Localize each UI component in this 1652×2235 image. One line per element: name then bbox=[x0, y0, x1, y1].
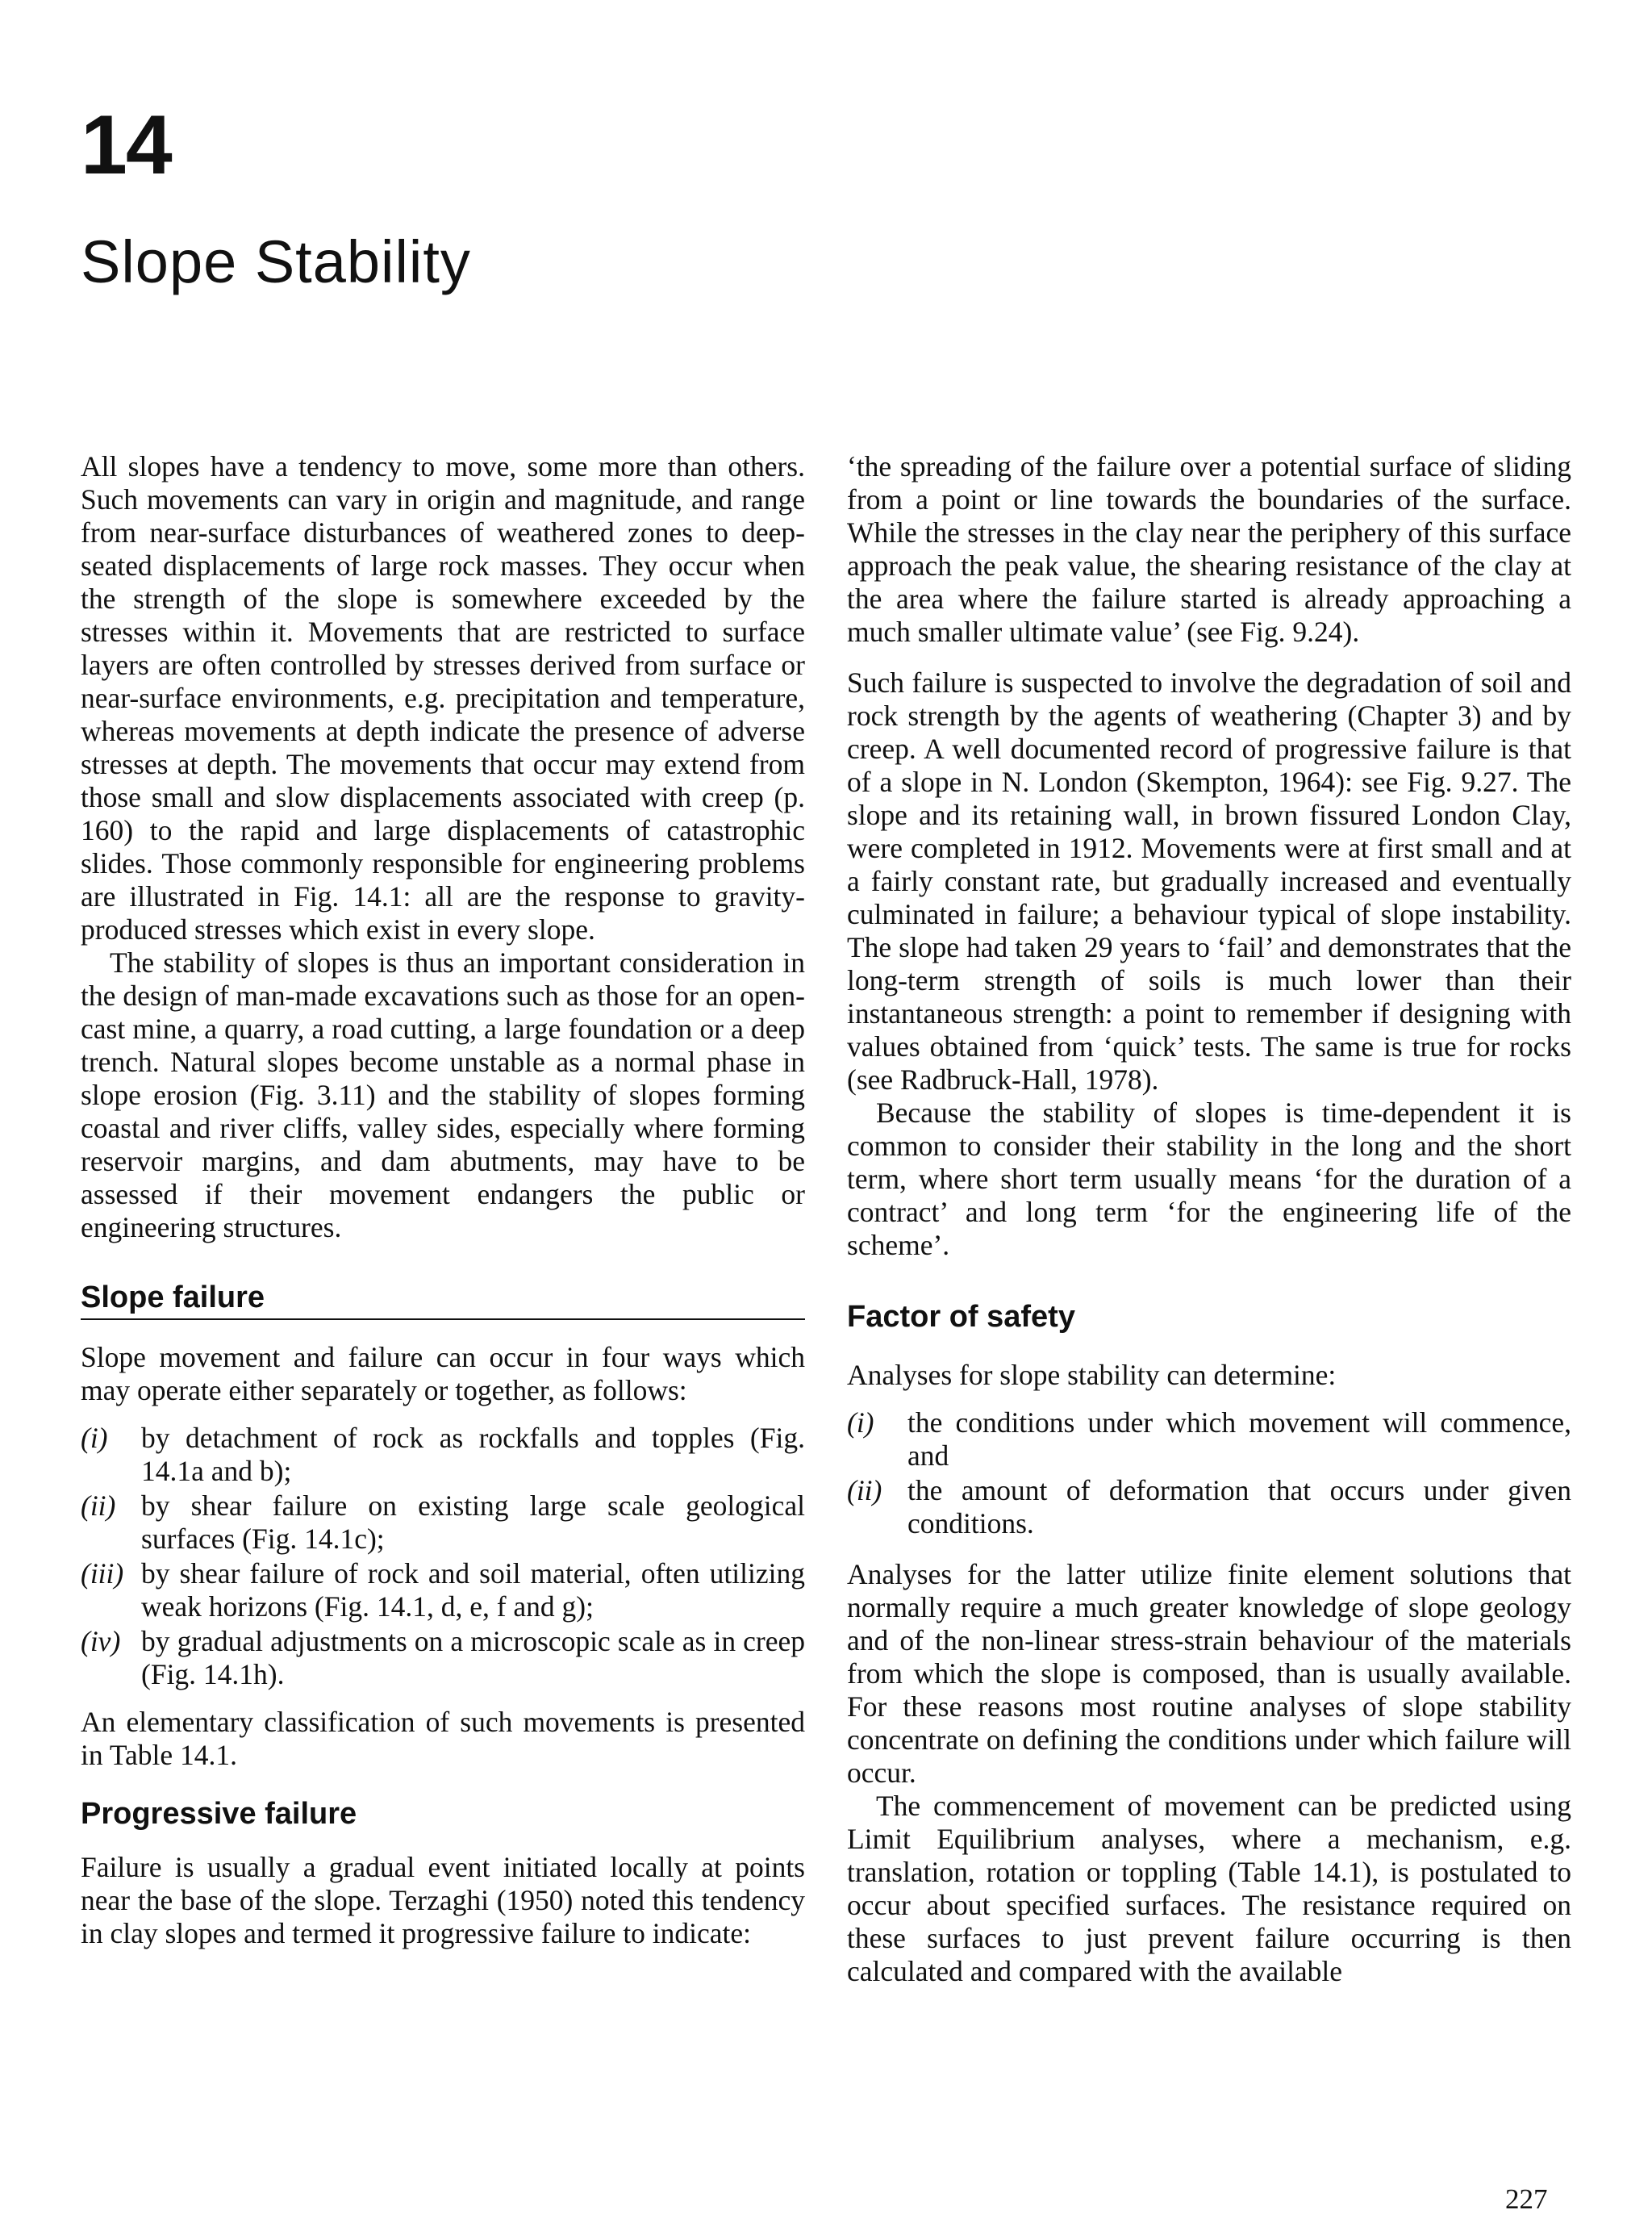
classification-paragraph: An elementary classification of such movements is presented in Table 14.1. bbox=[81, 1706, 805, 1771]
progressive-paragraph-1: Such failure is suspected to involve the degradation of soil and rock strength by the agents of weathering (Chapter 3) and by creep. A well documented record of progressive failure is that of a slope in N. London (Skempton, 1964): see Fig. 9.27. The slope and its retaining wall, in brown fissured London Clay, were completed in 1912. Movements were at first small and at a fairly constant rate, but gradually increased and eventually culminated in failure; a behaviour typical of slope instability. The slope had taken 29 years to ‘fail’ and demonstrates that the long-term strength of soils is much lower than their instantaneous strength: a point to remember if designing with values obtained from ‘quick’ tests. The same is true for rocks (see Radbruck-Hall, 1978). bbox=[847, 666, 1571, 1096]
list-item bbox=[81, 1489, 805, 1556]
factor-of-safety-heading: Factor of safety bbox=[847, 1300, 1075, 1334]
right-column bbox=[847, 450, 1571, 1988]
slope-failure-heading: Slope failure bbox=[81, 1280, 805, 1320]
list-item bbox=[81, 1557, 805, 1623]
list-item-text: the conditions under which movement will commence, and bbox=[907, 1406, 1571, 1472]
factor-paragraph-2: The commencement of movement can be predicted using Limit Equilibrium analyses, where a mechanism, e.g. translation, rotation or toppling (Table 14.1), is postulated to occur about specified surfaces. The resistance required on these surfaces to just prevent failure occurring is then calculated and compared with the available bbox=[847, 1790, 1571, 1987]
intro-paragraph-1: All slopes have a tendency to move, some more than others. Such movements can vary in origin and magnitude, and range from near-surface disturbances of weathered zones to deep-seated displacements of large rock masses. They occur when the strength of the slope is somewhere exceeded by the stresses within it. Movements that are restricted to surface layers are often controlled by stresses derived from surface or near-surface environments, e.g. precipitation and temperature, whereas movements at depth indicate the presence of adverse stresses at depth. The movements that occur may extend from those small and slow displacements associated with creep (p. 160) to the rapid and large displacements of catastrophic slides. Those commonly responsible for engineering problems are illustrated in Fig. 14.1: all are the response to gravity-produced stresses which exist in every slope. bbox=[81, 450, 805, 946]
intro-paragraph-2: The stability of slopes is thus an important consideration in the design of man-made excavations such as those for an open-cast mine, a quarry, a road cutting, a large foundation or a deep trench. Natural slopes become unstable as a normal phase in slope erosion (Fig. 3.11) and the stability of slopes forming coastal and river cliffs, valley sides, especially where forming reservoir margins, and dam abutments, may have to be assessed if their movement endangers the public or engineering structures. bbox=[81, 946, 805, 1243]
progressive-failure-heading: Progressive failure bbox=[81, 1797, 357, 1831]
chapter-title: Slope Stability bbox=[81, 228, 471, 295]
list-item bbox=[81, 1422, 805, 1488]
list-item-text: the amount of deformation that occurs under given conditions. bbox=[907, 1474, 1571, 1539]
progressive-paragraph-2: Because the stability of slopes is time-dependent it is common to consider their stability in the long and the short term, where short term usually means ‘for the duration of a contract’ and long term ‘for the engineering life of the scheme’. bbox=[847, 1097, 1571, 1261]
chapter-number: 14 bbox=[81, 98, 171, 192]
list-item-text: by gradual adjustments on a microscopic scale as in creep (Fig. 14.1h). bbox=[141, 1625, 805, 1690]
list-item-number: (ii) bbox=[847, 1474, 882, 1506]
list-item-number: (i) bbox=[847, 1406, 874, 1439]
list-item bbox=[847, 1406, 1571, 1473]
progressive-failure-paragraph: Failure is usually a gradual event initiated locally at points near the base of the slope. Terzaghi (1950) noted this tendency in clay slopes and termed it progressive failure to indicate: bbox=[81, 1851, 805, 1949]
slope-failure-intro: Slope movement and failure can occur in four ways which may operate either separately or together, as follows: bbox=[81, 1341, 805, 1406]
list-item-number: (iii) bbox=[81, 1557, 124, 1590]
list-item-text: by detachment of rock as rockfalls and topples (Fig. 14.1a and b); bbox=[141, 1422, 805, 1487]
page-number: 227 bbox=[1505, 2183, 1548, 2215]
list-item-text: by shear failure of rock and soil material, often utilizing weak horizons (Fig. 14.1, d, e, f and g); bbox=[141, 1557, 805, 1623]
list-item bbox=[81, 1625, 805, 1691]
factor-paragraph-1: Analyses for the latter utilize finite element solutions that normally require a much greater knowledge of slope geology and of the non-linear stress-strain behaviour of the materials from which the slope is composed, than is usually available. For these reasons most routine analyses of slope stability concentrate on defining the conditions under which failure will occur. bbox=[847, 1558, 1571, 1789]
left-column bbox=[81, 450, 805, 1950]
determine-list bbox=[847, 1406, 1571, 1540]
terzaghi-quote: ‘the spreading of the failure over a potential surface of sliding from a point or line towards the boundaries of the surface. While the stresses in the clay near the periphery of this surface approach the peak value, the shearing resistance of the clay at the area where the failure started is already approaching a much smaller ultimate value’ (see Fig. 9.24). bbox=[847, 450, 1571, 648]
list-item bbox=[847, 1474, 1571, 1540]
list-item-number: (i) bbox=[81, 1422, 108, 1454]
factor-intro: Analyses for slope stability can determine: bbox=[847, 1359, 1337, 1391]
failure-ways-list bbox=[81, 1422, 805, 1691]
list-item-text: by shear failure on existing large scale geological surfaces (Fig. 14.1c); bbox=[141, 1489, 805, 1555]
list-item-number: (iv) bbox=[81, 1625, 121, 1657]
list-item-number: (ii) bbox=[81, 1489, 116, 1522]
